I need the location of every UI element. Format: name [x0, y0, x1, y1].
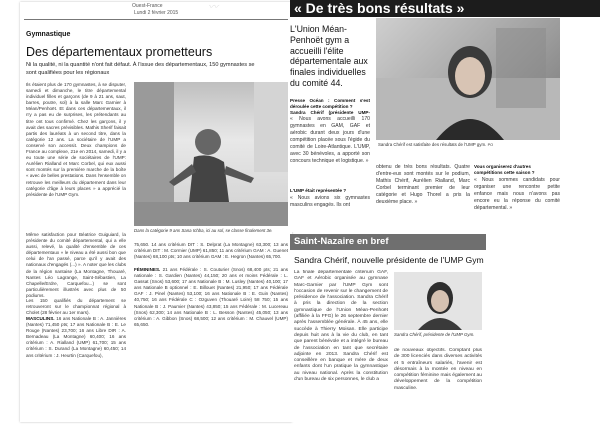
portrait-caption-text: Sandra Chérif est satisfaite des résultats de l'UMP gym.: [378, 142, 487, 147]
column-3: [134, 242, 288, 422]
section-label: Gymnastique: [26, 31, 71, 38]
lead: Ni la qualité, ni la quantité n'ont fait défaut. À l'issue des départementaux, 150 gymnastes se sont qualifiées pour les régionaux: [26, 62, 255, 77]
column-1: [26, 82, 126, 422]
feminines-results: 21 ans Fédérale : S. Couturier (Snos) 68,400 pts; 21 ans nationale : S. Gardien (Nantes) 44,150; 20 ans et moins Fédérale : L. Gassat (Snos) 53,600; 17 ans Nationale B : M. Lusley (Nantes) 40,100; 17 ans Nationale B optionnel : E. Billouet (Nantes) 21,950; 17 ans Fédérale GAF : J. Pinel (Nantes) 53,100; 16 ans Nationale B : E. Guin (Nantes) 40,750; 16 ans Fédérale C : Ozguven (Thouaré Loire) 58 750; 15 ans Nationale B : J. Paumier (Nantes) 43,850; 15 ans Fédérale : M. Lucereau (Snos) 62,300; 14 ans Nationale B : L. Besson (Nantes) 45,050; 13 ans critérium : A. Gibbon (Snos) 68,500; 12 ans critérium : M. Chauvel (UMP) 65,650.: [134, 267, 288, 327]
interviewee-name: Sandra Chérif (présidente UMP-: [290, 110, 370, 115]
answer-2: « Nous avions six gymnastes masculins engagés. Ils ont: [290, 195, 370, 208]
date: Lundi 2 février 2015: [134, 10, 179, 16]
photo-credit: PO: [487, 143, 494, 147]
answer-3: « Nous sommes candidats pour organiser une rencontre petite enfance mais nous n'avons pas encore eu la réponse du comité départemental. »: [474, 177, 560, 211]
feminines-label: FÉMININES.: [134, 267, 161, 272]
brief-portrait-icon: [394, 272, 482, 330]
headline: Des départementaux prometteurs: [26, 45, 213, 59]
interview-column-3: [474, 164, 560, 230]
brief-section-title: Saint-Nazaire en bref: [294, 236, 389, 247]
top-rule: [24, 19, 288, 20]
question-3: Vous organiserez d'autres compétitions cette saison ?: [474, 164, 535, 176]
brief-column-2: de nouveaux objectifs. Comptant plus de 300 licenciés dans diverses activités et 5 entraîneurs salariés, l'avenir est désormais à la montée en niveau en compétition féminine mais également au développement de la compétition masculine.: [394, 348, 482, 391]
masthead-logo-faded: 〰: [208, 2, 218, 13]
brief-column-1: La finale départementale critérium GAF, GAF et Aérobic organisée au gymnase Marc-Garnier par l'UMP Gym sont l'occasion de revenir sur le changement de présidence de l'association. Sandra Chérif à pris la direction de la section gymnastique de l'Union Méan-Penhoët (affiliée à la FFG) le 26 septembre dernier après l'assemblée générale. À 45 ans, elle succède à Thierry Moisan. Elle participe depuis huit ans à la vie du club, en tant que parent bénévole et a intégré le bureau de l'association en tant que secrétaire adjointe en 2013. Sandra Chérif est conseillère en banque et mère de deux enfants dont l'un pratique la gymnastique au niveau national. Après la constitution d'un bureau de six personnes, le club a: [294, 270, 388, 383]
brief-headline: Sandra Chérif, nouvelle présidente de l'UMP Gym: [294, 255, 484, 265]
photo-caption: Dans la catégorie 9 ans Sana Ichba, ici au sol, se classe finalement 3e.: [134, 228, 273, 233]
results-feminines: [134, 267, 288, 417]
portrait-photo: [376, 18, 560, 140]
results-continued: 75,650. 14 ans critérium DIT : S. Delprat (La Montagne) 63,300; 13 ans critérium DIT : M. Cormier (UMP) 61,850; 11 ans critérium GAM : A. Guenet (Nantes) 68,100 pts; 10 ans critérium GAM : E. Hegron (Nantes) 65,700.: [134, 242, 288, 260]
brief-article-clipping: [290, 234, 486, 422]
interview-column-1: [290, 98, 370, 232]
right-article-clipping: [290, 0, 600, 232]
body-paragraph-2: Même satisfaction pour Béatrice Guiguiard, la présidente du comité départemental, qui a elle aussi, relevé, la qualité d'ensemble de ces départementaux « le niveau a été aussi bon que celui de l'an passé, parce qu'il y avait des nationaux d'engagés (...) ». A noter que les clubs de la région nantaise (La Montagne, Thouaré, Nantes Léo Lagrange, Saint-Sébastien, La Chapelle/Erdre, Carquefou...) se sont particulièrement illustrés avec plus de 50 podiums.: [26, 232, 126, 298]
question-2: L'UMP était représentée ?: [290, 188, 347, 193]
portrait-figure-icon: [376, 18, 560, 140]
gymnast-photo: [134, 82, 288, 226]
banner-title: « De très bons résultats »: [294, 0, 465, 16]
portrait-caption: [378, 142, 558, 148]
body-paragraph-3: Les 150 qualifiés du département se retrouveront sur le championnat régional à Cholet (28 février au 1er mars).: [26, 298, 126, 316]
masthead: Ouest-France: [132, 3, 163, 9]
left-article-clipping: [20, 2, 292, 422]
intro-text: L'Union Méan-Penhoët gym a accueilli l'élite départementale aux finales individuelles du comité 44.: [290, 24, 368, 88]
body-paragraph-1: Ils étaient plus de 170 gymnastes, à se disputer, samedi et dimanche, le titre départemental individuel filles et garçons (de 9 à 21 ans, saut, barres, poutre, sol) à la salle Marc Garnier à Méan/Penhoët. Et dans ces départementaux, il n'y a pas eu de surprises, les prétendants au titre ont tous confirmé. Chez les garçons, il y avait des sacres prévisibles. Mathis Sherif faisait partis des lauréats à un second titre, dans la catégorie 12 ans. La sociétaire de l'UMP a conservé son accessit. Deux champions de France au complexe, 21e en 2014, samedi, il y a eu toute une série de sociétaires de l'UMP: Aurélien Rialland et Marc Corbel, qui eux aussi sont montés sur la première marche de la boîte « avec de belles prestations. Dans l'ensemble on retrouve les meilleurs du département dans leur catégorie d'âge à leurs places » a apprécié la présidente de l'UMP Gym.: [26, 82, 126, 197]
answer-1: « Nous avons accueilli 170 gymnastes en GAM, GAF et aérobic durant deux jours d'une compétition placée sous l'égide du comité de Loire-Atlantique. L'UMP, avec 30 bénévoles, a apporté son concours technique et logistique. »: [290, 116, 370, 164]
masculins-label: MASCULINS.: [26, 316, 55, 321]
question-1: Presse Océan : Comment s'est déroulée cette compétition ?: [290, 98, 370, 110]
results-masculins: [26, 316, 126, 416]
gymnast-figure-icon: [134, 82, 288, 226]
masculins-results: 16 ans Nationale B : A. Jannières (Nantes) 71,450 pts; 17 ans Nationale B : E. Le Rouge (Nantes) 23,700; 16 ans Libre DIR : A. Bernadeau (La Montagne) 60,400; 16 ans critérium : A. Rialland (UMP) 61,700; 15 ans critérium : S. Durand (La Montagne) 60,450; 14 ans critérium : J. Heurtin (Carquefou),: [26, 316, 126, 358]
answer-2-continued: obtenu de très bons résultats. Quatre d'entre-eux sont montés sur le podium, Mathis Chérif, Aurélien Rialland, Marc Corbel terminant premier de leur catégorie et Hugo Thorel a pris la deuxième place. »: [376, 164, 470, 205]
brief-portrait-photo: [394, 272, 482, 330]
brief-photo-caption: Sandra Chérif, présidente de l'UMP Gym.: [394, 332, 475, 337]
